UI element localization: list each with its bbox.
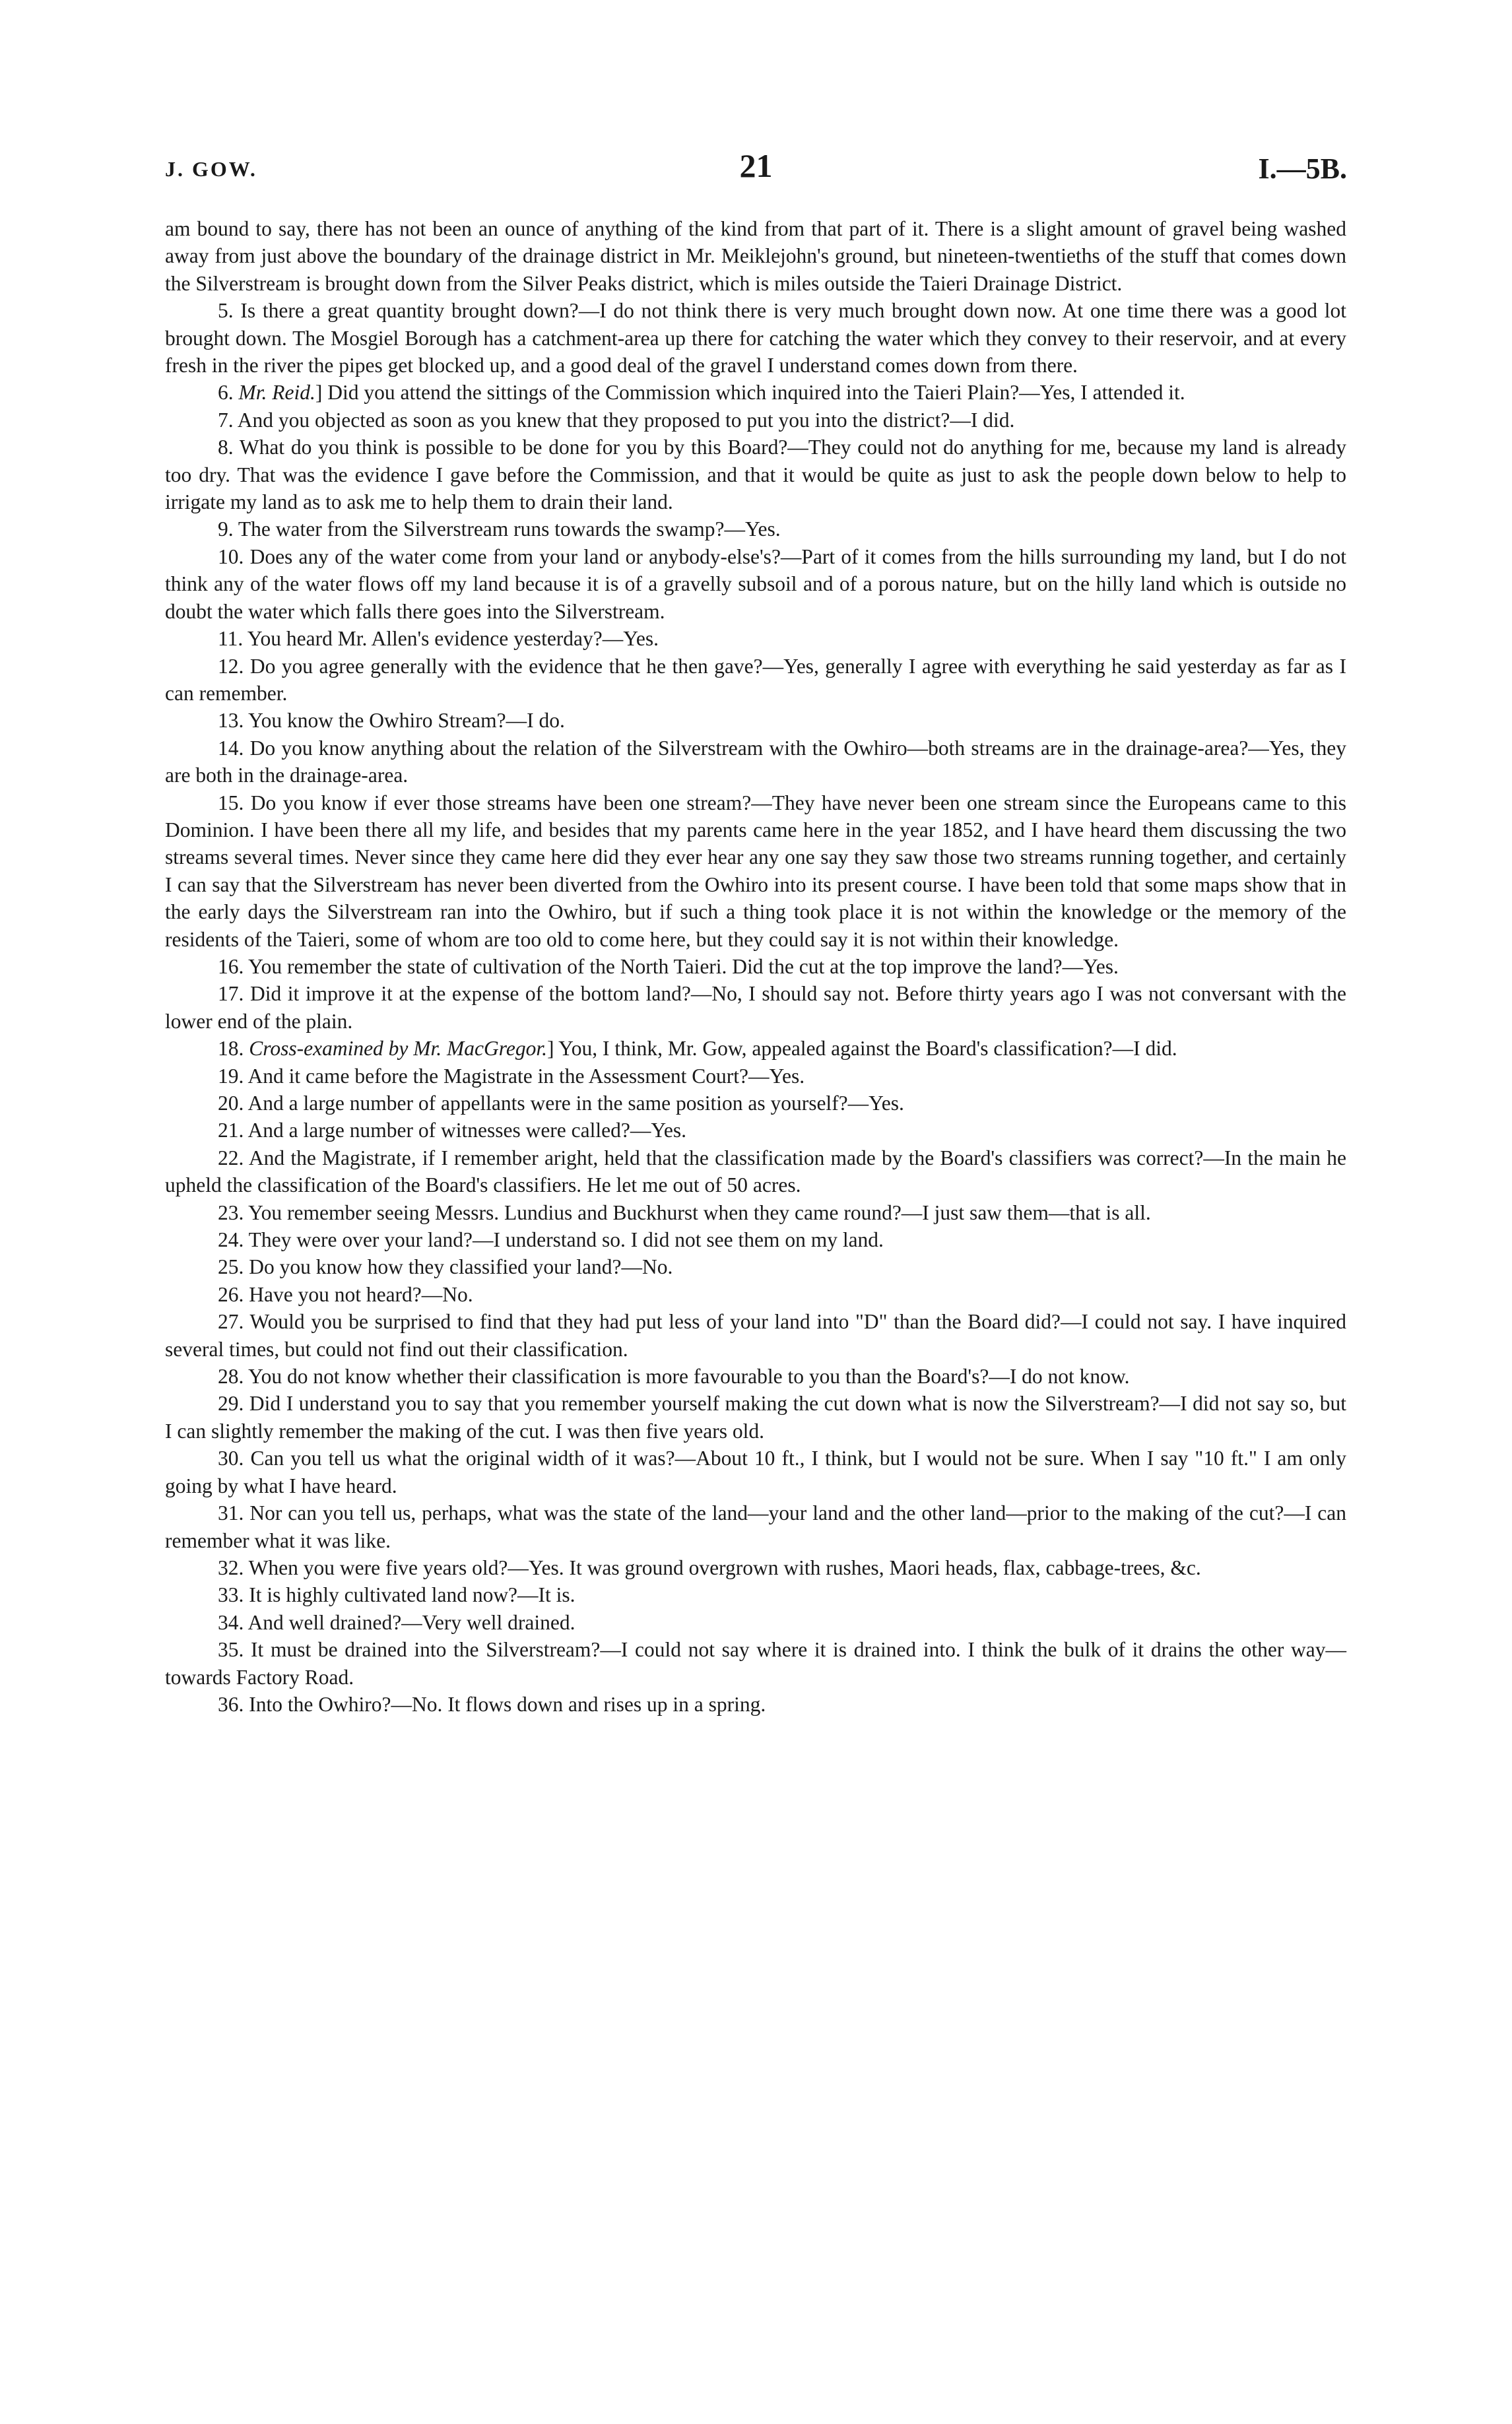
page-number: 21 [739,147,773,184]
testimony-paragraph: 22. And the Magistrate, if I remember aright, held that the classification made by the Board's classifiers was correct?—In the main he upheld the classification of the Board's classifiers. He let me out of 50 acres. [165,1146,1346,1197]
testimony-paragraph: 21. And a large number of witnesses were called?—Yes. [218,1119,687,1142]
testimony-paragraph: 11. You heard Mr. Allen's evidence yesterday?—Yes. [218,627,659,651]
testimony-paragraph: 7. And you objected as soon as you knew that they proposed to put you into the district?—I did. [218,408,1015,432]
testimony-paragraph: 28. You do not know whether their classification is more favourable to you than the Board's?—I do not know. [218,1365,1130,1389]
question-number: 18. [218,1037,249,1061]
testimony-paragraph: 35. It must be drained into the Silverstream?—I could not say where it is drained into. I think the bulk of it drains the other way—towards Factory Road. [165,1638,1346,1689]
page-header [165,147,1347,186]
testimony-paragraph: 27. Would you be surprised to find that they had put less of your land into "D" than the Board did?—I could not say. I have inquired several times, but could not find out their classification. [165,1310,1346,1361]
paragraph-text: ] You, I think, Mr. Gow, appealed against the Board's classification?—I did. [546,1037,1177,1061]
testimony-paragraph: 5. Is there a great quantity brought down?—I do not think there is very much brought down now. At one time there was a good lot brought down. The Mosgiel Borough has a catchment-area up there for catching the water which they convey to their reservoir, and at every fresh in the river the pipes get blocked up, and a good deal of the gravel I understand comes down from there. [165,299,1346,377]
testimony-paragraph: 19. And it came before the Magistrate in the Assessment Court?—Yes. [218,1064,805,1088]
testimony-paragraph: 33. It is highly cultivated land now?—It is. [218,1583,575,1607]
testimony-body [165,215,1346,1718]
testimony-paragraph: 10. Does any of the water come from your land or anybody-else's?—Part of it comes from the hills surrounding my land, but I do not think any of the water flows off my land because it is of a gravelly subsoil and of a porous nature, but on the hilly land which is outside no doubt the water which falls there goes into the Silverstream. [165,544,1346,623]
testimony-paragraph [165,379,1346,406]
testimony-paragraph: 9. The water from the Silverstream runs towards the swamp?—Yes. [218,517,781,541]
testimony-paragraph: 30. Can you tell us what the original width of it was?—About 10 ft., I think, but I would not be sure. When I say "10 ft." I am only going by what I have heard. [165,1447,1346,1497]
testimony-paragraph: 23. You remember seeing Messrs. Lundius and Buckhurst when they came round?—I just saw them—that is all. [218,1200,1151,1224]
speaker-label: Cross-examined by Mr. MacGregor. [249,1037,547,1061]
testimony-paragraph: 16. You remember the state of cultivation of the North Taieri. Did the cut at the top improve the land?—Yes. [218,954,1119,978]
speaker-label: Mr. Reid. [238,381,315,405]
testimony-paragraph: 34. And well drained?—Very well drained. [218,1610,575,1634]
testimony-paragraph: 8. What do you think is possible to be done for you by this Board?—They could not do anything for me, because my land is already too dry. That was the evidence I gave before the Commission, and that it would be quite as just to ask the people down below to help to irrigate my land as to ask me to help them to drain their land. [165,436,1346,514]
question-number: 6. [218,381,239,405]
testimony-paragraph: 32. When you were five years old?—Yes. It was ground overgrown with rushes, Maori heads, flax, cabbage-trees, &c. [218,1556,1201,1579]
continued-paragraph: am bound to say, there has not been an ounce of anything of the kind from that part of it. There is a slight amount of gravel being washed away from just above the boundary of the drainage district in Mr. Meiklejohn's ground, but nineteen-twentieths of the stuff that comes down the Silverstream is brought down from the Silver Peaks district, which is miles outside the Taieri Drainage District. [165,217,1346,295]
question-answer-list [165,297,1346,1718]
testimony-paragraph [165,1035,1346,1062]
testimony-paragraph: 14. Do you know anything about the relation of the Silverstream with the Owhiro—both streams are in the drainage-area?—Yes, they are both in the drainage-area. [165,736,1346,787]
testimony-paragraph: 29. Did I understand you to say that you remember yourself making the cut down what is now the Silverstream?—I did not say so, but I can slightly remember the making of the cut. I was then five years old. [165,1392,1346,1443]
testimony-paragraph: 24. They were over your land?—I understand so. I did not see them on my land. [218,1228,884,1252]
witness-name-header: J. GOW. [165,157,257,181]
testimony-paragraph: 12. Do you agree generally with the evidence that he then gave?—Yes, generally I agree with everything he said yesterday as far as I can remember. [165,654,1346,705]
testimony-paragraph: 20. And a large number of appellants were in the same position as yourself?—Yes. [218,1092,904,1115]
testimony-paragraph: 36. Into the Owhiro?—No. It flows down and rises up in a spring. [218,1692,766,1716]
testimony-paragraph: 25. Do you know how they classified your land?—No. [218,1255,673,1279]
testimony-paragraph: 15. Do you know if ever those streams have been one stream?—They have never been one stream since the Europeans came to this Dominion. I have been there all my life, and besides that my parents came here in the year 1852, and I have heard them discussing the two streams several times. Never since they came here did they ever hear any one say they saw those two streams running together, and certainly I can say that the Silverstream has never been diverted from the Owhiro into its present course. I have been told that some maps show that in the early days the Silverstream ran into the Owhiro, but if such a thing took place it is not within the knowledge or the memory of the residents of the Taieri, some of whom are too old to come here, but they could say it is not within their knowledge. [165,791,1346,951]
testimony-paragraph: 31. Nor can you tell us, perhaps, what was the state of the land—your land and the other land—prior to the making of the cut?—I can remember what it was like. [165,1501,1346,1552]
testimony-paragraph: 17. Did it improve it at the expense of the bottom land?—No, I should say not. Before thirty years ago I was not conversant with the lower end of the plain. [165,982,1346,1033]
testimony-paragraph: 13. You know the Owhiro Stream?—I do. [218,709,565,733]
paragraph-text: ] Did you attend the sittings of the Commission which inquired into the Taieri Plain?—Yes, I attended it. [315,381,1185,405]
document-reference: I.—5B. [1258,152,1347,185]
testimony-paragraph: 26. Have you not heard?—No. [218,1282,473,1306]
